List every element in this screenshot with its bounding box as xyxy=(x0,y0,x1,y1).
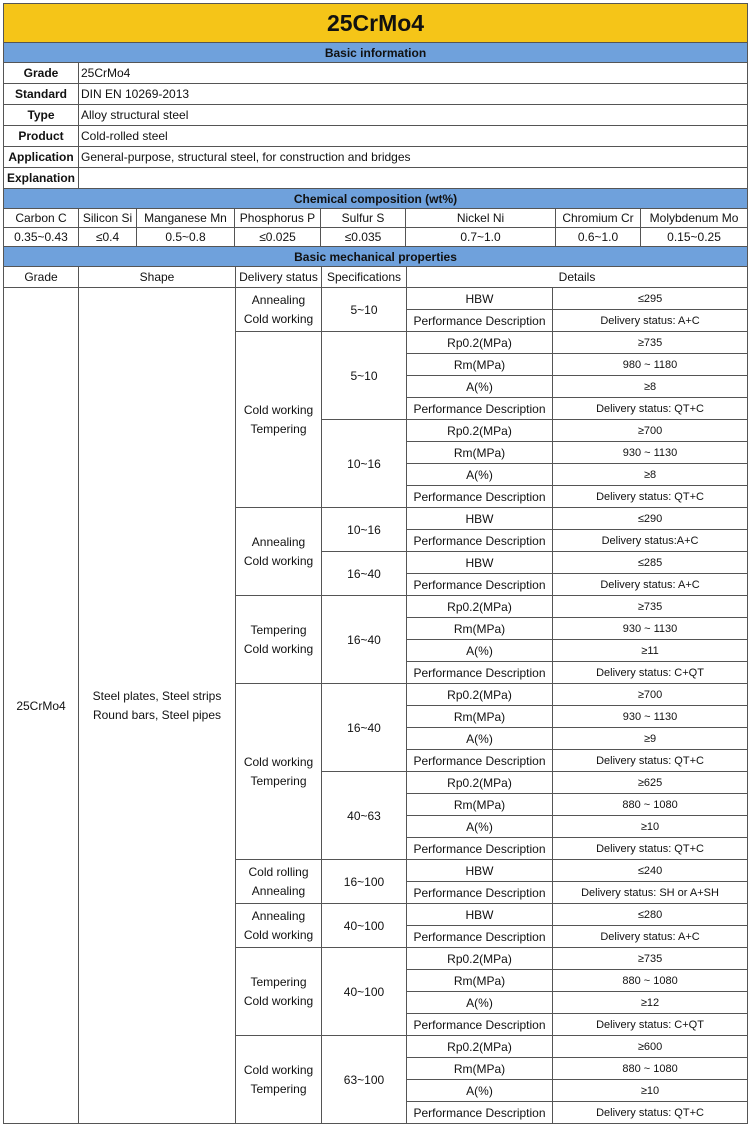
basic-info-row xyxy=(4,63,748,84)
chem-element-name: Molybdenum Mo xyxy=(641,209,748,228)
property-value: Delivery status: SH or A+SH xyxy=(553,882,748,904)
mech-detail-row xyxy=(4,288,748,310)
property-value: Delivery status: QT+C xyxy=(553,750,748,772)
property-value: ≥8 xyxy=(553,464,748,486)
property-name: Rp0.2(MPa) xyxy=(407,420,553,442)
mech-column-header-row xyxy=(4,267,748,288)
property-name: Rp0.2(MPa) xyxy=(407,684,553,706)
property-value: ≥12 xyxy=(553,992,748,1014)
basic-info-header: Basic information xyxy=(4,43,748,63)
property-value: ≥8 xyxy=(553,376,748,398)
property-name: Rm(MPa) xyxy=(407,354,553,376)
property-value: Delivery status: QT+C xyxy=(553,398,748,420)
property-name: Rm(MPa) xyxy=(407,794,553,816)
property-name: Performance Description xyxy=(407,398,553,420)
property-value: ≥735 xyxy=(553,948,748,970)
property-name: Performance Description xyxy=(407,310,553,332)
basic-info-row xyxy=(4,147,748,168)
chem-element-value: 0.15~0.25 xyxy=(641,228,748,247)
delivery-status: Annealing Cold working xyxy=(236,288,322,332)
specification: 10~16 xyxy=(322,420,407,508)
property-name: Performance Description xyxy=(407,530,553,552)
property-value: Delivery status: C+QT xyxy=(553,1014,748,1036)
property-name: Rp0.2(MPa) xyxy=(407,596,553,618)
chem-element-name: Chromium Cr xyxy=(556,209,641,228)
property-value: ≥700 xyxy=(553,684,748,706)
basic-info-value: Alloy structural steel xyxy=(79,105,748,126)
property-value: ≥735 xyxy=(553,596,748,618)
property-name: Performance Description xyxy=(407,1014,553,1036)
specification: 63~100 xyxy=(322,1036,407,1124)
property-value: Delivery status: QT+C xyxy=(553,838,748,860)
basic-info-label: Application xyxy=(4,147,79,168)
property-name: Performance Description xyxy=(407,926,553,948)
specification: 16~40 xyxy=(322,684,407,772)
property-value: Delivery status: A+C xyxy=(553,310,748,332)
delivery-status: Tempering Cold working xyxy=(236,948,322,1036)
property-value: ≤240 xyxy=(553,860,748,882)
delivery-status: Annealing Cold working xyxy=(236,508,322,596)
property-name: Performance Description xyxy=(407,838,553,860)
basic-info-label: Explanation xyxy=(4,168,79,189)
mech-grade: 25CrMo4 xyxy=(4,288,79,1124)
page-title: 25CrMo4 xyxy=(4,4,748,43)
property-name: Rp0.2(MPa) xyxy=(407,772,553,794)
specification: 16~40 xyxy=(322,596,407,684)
property-name: A(%) xyxy=(407,464,553,486)
specification: 40~100 xyxy=(322,948,407,1036)
property-name: Performance Description xyxy=(407,662,553,684)
property-name: HBW xyxy=(407,860,553,882)
basic-info-value: Cold-rolled steel xyxy=(79,126,748,147)
property-name: A(%) xyxy=(407,640,553,662)
basic-info-label: Grade xyxy=(4,63,79,84)
basic-info-row xyxy=(4,168,748,189)
property-name: Rm(MPa) xyxy=(407,970,553,992)
chem-element-value: ≤0.025 xyxy=(235,228,321,247)
property-name: A(%) xyxy=(407,816,553,838)
chem-values-row xyxy=(4,228,748,247)
chem-element-value: ≤0.4 xyxy=(79,228,137,247)
chem-element-value: 0.35~0.43 xyxy=(4,228,79,247)
chem-element-name: Nickel Ni xyxy=(406,209,556,228)
specification: 16~40 xyxy=(322,552,407,596)
specification: 16~100 xyxy=(322,860,407,904)
property-name: A(%) xyxy=(407,1080,553,1102)
property-value: 880 ~ 1080 xyxy=(553,794,748,816)
property-value: ≥10 xyxy=(553,816,748,838)
chem-element-value: 0.6~1.0 xyxy=(556,228,641,247)
basic-info-row xyxy=(4,105,748,126)
property-value: Delivery status:A+C xyxy=(553,530,748,552)
specification: 5~10 xyxy=(322,332,407,420)
basic-info-label: Standard xyxy=(4,84,79,105)
mech-column-header: Details xyxy=(407,267,748,288)
property-value: 930 ~ 1130 xyxy=(553,706,748,728)
basic-info-row xyxy=(4,84,748,105)
property-value: 930 ~ 1130 xyxy=(553,618,748,640)
delivery-status: Cold rolling Annealing xyxy=(236,860,322,904)
mech-column-header: Grade xyxy=(4,267,79,288)
property-value: ≤290 xyxy=(553,508,748,530)
property-name: Performance Description xyxy=(407,486,553,508)
property-name: Performance Description xyxy=(407,750,553,772)
property-value: Delivery status: QT+C xyxy=(553,1102,748,1124)
property-value: ≥600 xyxy=(553,1036,748,1058)
mech-column-header: Delivery status xyxy=(236,267,322,288)
basic-info-value: DIN EN 10269-2013 xyxy=(79,84,748,105)
mechanical-properties-header: Basic mechanical properties xyxy=(4,247,748,267)
property-name: Performance Description xyxy=(407,882,553,904)
delivery-status: Cold working Tempering xyxy=(236,332,322,508)
chem-element-name: Manganese Mn xyxy=(137,209,235,228)
property-value: ≤280 xyxy=(553,904,748,926)
mech-column-header: Specifications xyxy=(322,267,407,288)
property-name: Performance Description xyxy=(407,1102,553,1124)
basic-info-value: 25CrMo4 xyxy=(79,63,748,84)
basic-info-value xyxy=(79,168,748,189)
property-name: HBW xyxy=(407,904,553,926)
chemical-composition-header: Chemical composition (wt%) xyxy=(4,189,748,209)
chem-names-row xyxy=(4,209,748,228)
chem-element-value: 0.7~1.0 xyxy=(406,228,556,247)
spec-sheet xyxy=(3,3,747,1124)
property-name: Performance Description xyxy=(407,574,553,596)
property-value: Delivery status: A+C xyxy=(553,574,748,596)
property-name: A(%) xyxy=(407,376,553,398)
mech-column-header: Shape xyxy=(79,267,236,288)
property-value: ≤295 xyxy=(553,288,748,310)
specification: 10~16 xyxy=(322,508,407,552)
property-name: HBW xyxy=(407,508,553,530)
chem-element-value: 0.5~0.8 xyxy=(137,228,235,247)
property-value: 880 ~ 1080 xyxy=(553,970,748,992)
property-name: A(%) xyxy=(407,992,553,1014)
property-value: ≥625 xyxy=(553,772,748,794)
chem-element-name: Carbon C xyxy=(4,209,79,228)
property-name: A(%) xyxy=(407,728,553,750)
delivery-status: Cold working Tempering xyxy=(236,684,322,860)
property-name: Rp0.2(MPa) xyxy=(407,332,553,354)
property-value: 880 ~ 1080 xyxy=(553,1058,748,1080)
specification: 40~63 xyxy=(322,772,407,860)
delivery-status: Tempering Cold working xyxy=(236,596,322,684)
mechanical-table xyxy=(3,246,748,1124)
property-value: Delivery status: C+QT xyxy=(553,662,748,684)
chem-element-value: ≤0.035 xyxy=(321,228,406,247)
mech-shape: Steel plates, Steel strips Round bars, Steel pipes xyxy=(79,288,236,1124)
delivery-status: Cold working Tempering xyxy=(236,1036,322,1124)
property-value: ≤285 xyxy=(553,552,748,574)
property-name: Rm(MPa) xyxy=(407,706,553,728)
property-value: Delivery status: QT+C xyxy=(553,486,748,508)
chem-element-name: Silicon Si xyxy=(79,209,137,228)
specification: 5~10 xyxy=(322,288,407,332)
specification: 40~100 xyxy=(322,904,407,948)
property-name: Rm(MPa) xyxy=(407,618,553,640)
basic-info-label: Type xyxy=(4,105,79,126)
spec-table xyxy=(3,3,748,247)
basic-info-value: General-purpose, structural steel, for construction and bridges xyxy=(79,147,748,168)
basic-info-label: Product xyxy=(4,126,79,147)
property-value: ≥9 xyxy=(553,728,748,750)
property-value: 930 ~ 1130 xyxy=(553,442,748,464)
property-value: ≥735 xyxy=(553,332,748,354)
chem-element-name: Phosphorus P xyxy=(235,209,321,228)
property-name: HBW xyxy=(407,288,553,310)
property-value: ≥11 xyxy=(553,640,748,662)
basic-info-row xyxy=(4,126,748,147)
property-name: Rm(MPa) xyxy=(407,1058,553,1080)
property-name: Rm(MPa) xyxy=(407,442,553,464)
property-name: Rp0.2(MPa) xyxy=(407,1036,553,1058)
property-value: ≥700 xyxy=(553,420,748,442)
property-value: ≥10 xyxy=(553,1080,748,1102)
property-value: 980 ~ 1180 xyxy=(553,354,748,376)
chem-element-name: Sulfur S xyxy=(321,209,406,228)
property-value: Delivery status: A+C xyxy=(553,926,748,948)
property-name: HBW xyxy=(407,552,553,574)
property-name: Rp0.2(MPa) xyxy=(407,948,553,970)
delivery-status: Annealing Cold working xyxy=(236,904,322,948)
